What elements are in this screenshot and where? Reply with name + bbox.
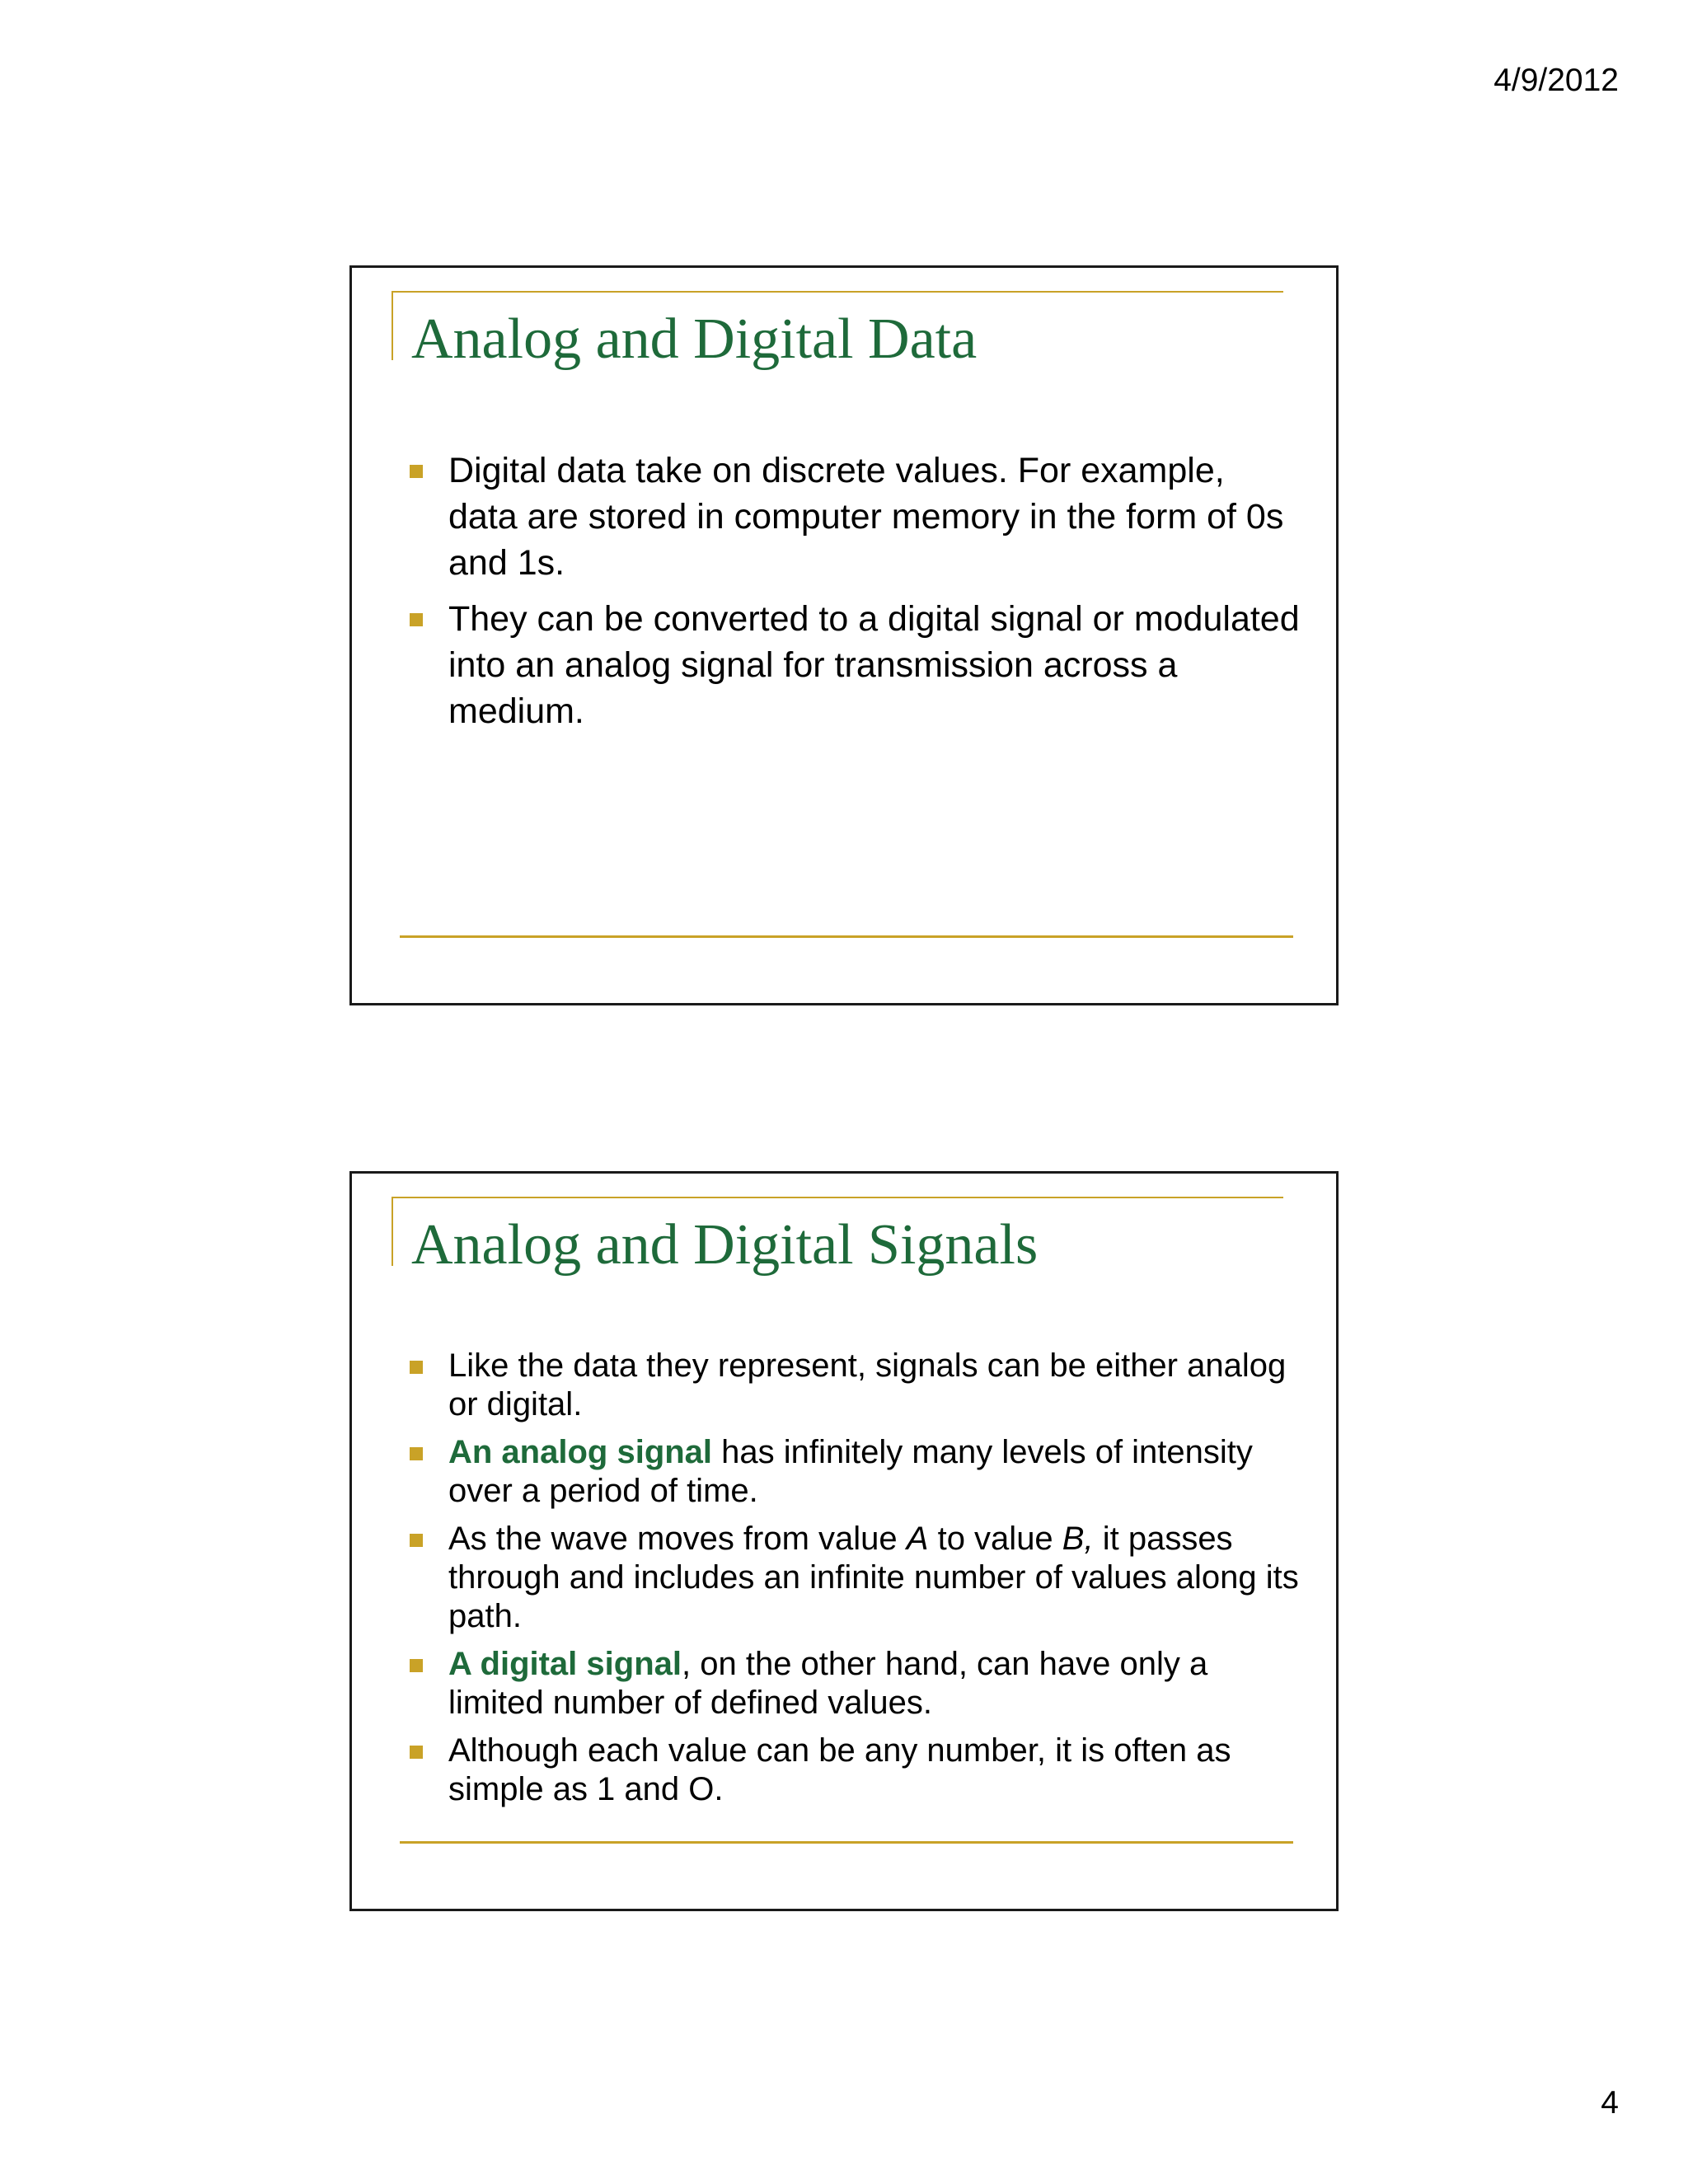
slide-analog-digital-data [349, 265, 1339, 1005]
square-bullet-icon [410, 465, 423, 478]
bottom-rule [400, 935, 1293, 938]
title-rule-top [392, 1197, 1283, 1198]
page-date: 4/9/2012 [1493, 63, 1619, 98]
bullet-text: Although each value can be any number, it is often as simple as 1 and O. [448, 1732, 1231, 1807]
bullet-item [410, 1732, 1300, 1809]
highlight-term: A digital signal [448, 1646, 682, 1682]
slide-title: Analog and Digital Data [411, 307, 978, 371]
bullet-list [410, 448, 1300, 744]
bullet-text: They can be converted to a digital signal or modulated into an analog signal for transmission across a medium. [448, 599, 1300, 731]
value-b: B, [1062, 1521, 1094, 1557]
bullet-text: Like the data they represent, signals can be either analog or digital. [448, 1347, 1287, 1422]
slide-analog-digital-signals [349, 1171, 1339, 1911]
square-bullet-icon [410, 613, 423, 626]
bullet-text [448, 1434, 1253, 1509]
bullet-text [448, 1646, 1207, 1721]
highlight-term: An analog signal [448, 1434, 713, 1470]
bullet-text-mid: to value [928, 1521, 1062, 1557]
bullet-text [448, 1521, 1299, 1634]
bullet-text: Digital data take on discrete values. For example, data are stored in computer memory in the form of 0s and 1s. [448, 451, 1284, 583]
bullet-text-pre: As the wave moves from value [448, 1521, 907, 1557]
bottom-rule [400, 1841, 1293, 1844]
bullet-list [410, 1347, 1300, 1818]
square-bullet-icon [410, 1447, 423, 1460]
title-rule-left [392, 1197, 393, 1266]
title-rule-left [392, 291, 393, 360]
bullet-item [410, 1645, 1300, 1722]
bullet-text-rest: has infinitely many levels of intensity over a period of time. [448, 1434, 1253, 1509]
square-bullet-icon [410, 1659, 423, 1672]
bullet-text-rest: , on the other hand, can have only a limited number of defined values. [448, 1646, 1208, 1721]
bullet-item [410, 1347, 1300, 1424]
bullet-item [410, 596, 1300, 734]
bullet-text-post: it passes through and includes an infinite number of values along its path. [448, 1521, 1299, 1634]
title-rule-top [392, 291, 1283, 293]
value-a: A [906, 1521, 929, 1557]
bullet-item [410, 1520, 1300, 1636]
page-number: 4 [1601, 2085, 1619, 2121]
square-bullet-icon [410, 1534, 423, 1547]
square-bullet-icon [410, 1746, 423, 1759]
slide-title: Analog and Digital Signals [411, 1213, 1039, 1277]
square-bullet-icon [410, 1361, 423, 1374]
bullet-item [410, 1433, 1300, 1511]
bullet-item [410, 448, 1300, 586]
